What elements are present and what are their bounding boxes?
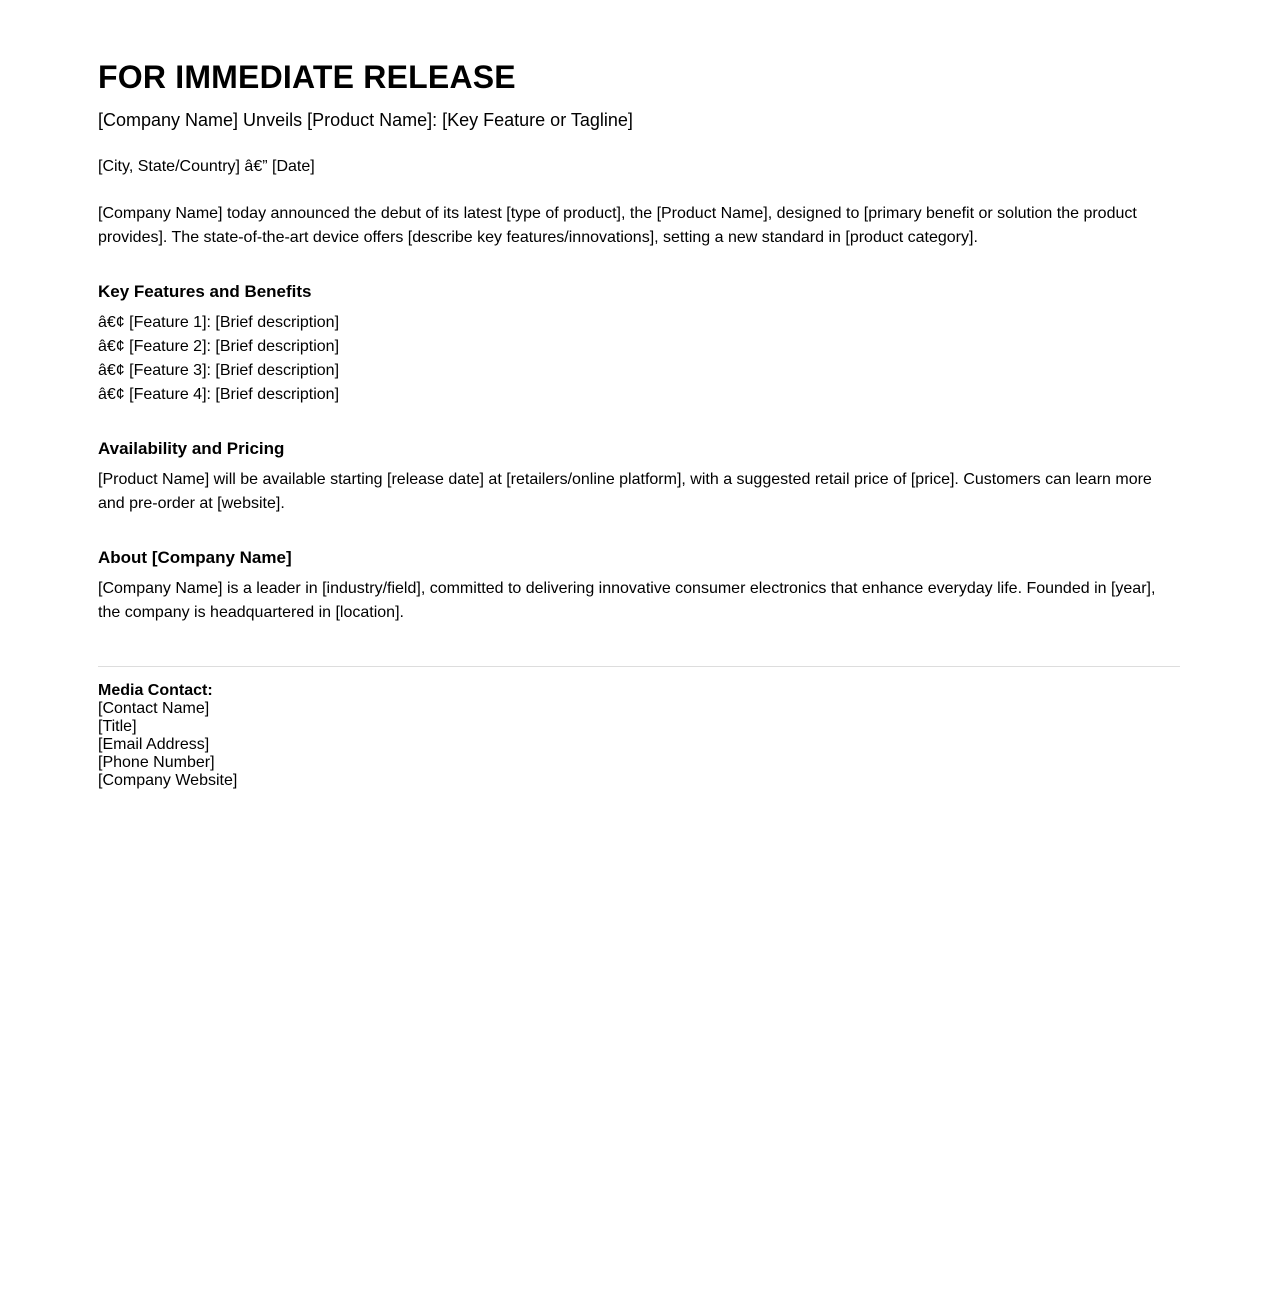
intro-paragraph: [Company Name] today announced the debut of its latest [type of product], the [Product Name], designed to [primary benefit or solution the product provides]. The state-of-the-art device offers [describe key features/innovations], setting a new standard in [product category]. <box>98 205 1137 246</box>
section-title-about: About [Company Name] <box>98 548 292 567</box>
contact-phone: [Phone Number] <box>98 754 215 771</box>
contact-name: [Contact Name] <box>98 700 210 717</box>
dateline: [City, State/Country] â€” [Date] <box>98 158 315 175</box>
feature-item: â€¢ [Feature 4]: [Brief description] <box>98 386 340 403</box>
availability-paragraph: [Product Name] will be available starting [release date] at [retailers/online platform], with a suggested retail price of [price]. Customers can learn more and pre-order at [website]. <box>98 471 1152 512</box>
section-key-features <box>98 281 1180 407</box>
section-title-availability: Availability and Pricing <box>98 439 285 458</box>
divider <box>98 666 1180 667</box>
headline: FOR IMMEDIATE RELEASE <box>98 59 516 95</box>
feature-list <box>98 311 1180 407</box>
contact-title: [Title] <box>98 718 137 735</box>
feature-item: â€¢ [Feature 3]: [Brief description] <box>98 362 340 379</box>
feature-item: â€¢ [Feature 1]: [Brief description] <box>98 314 340 331</box>
section-about-company <box>98 547 1180 625</box>
section-title-key-features: Key Features and Benefits <box>98 282 312 301</box>
media-contact-block <box>98 682 1180 790</box>
about-paragraph: [Company Name] is a leader in [industry/field], committed to delivering innovative consumer electronics that enhance everyday life. Founded in [year], the company is headquartered in [location]. <box>98 580 1156 621</box>
contact-website: [Company Website] <box>98 772 238 789</box>
feature-item: â€¢ [Feature 2]: [Brief description] <box>98 338 340 355</box>
media-contact-label: Media Contact: <box>98 682 213 699</box>
subheadline: [Company Name] Unveils [Product Name]: [Key Feature or Tagline] <box>98 110 633 130</box>
contact-email: [Email Address] <box>98 736 210 753</box>
section-availability-pricing <box>98 438 1180 516</box>
